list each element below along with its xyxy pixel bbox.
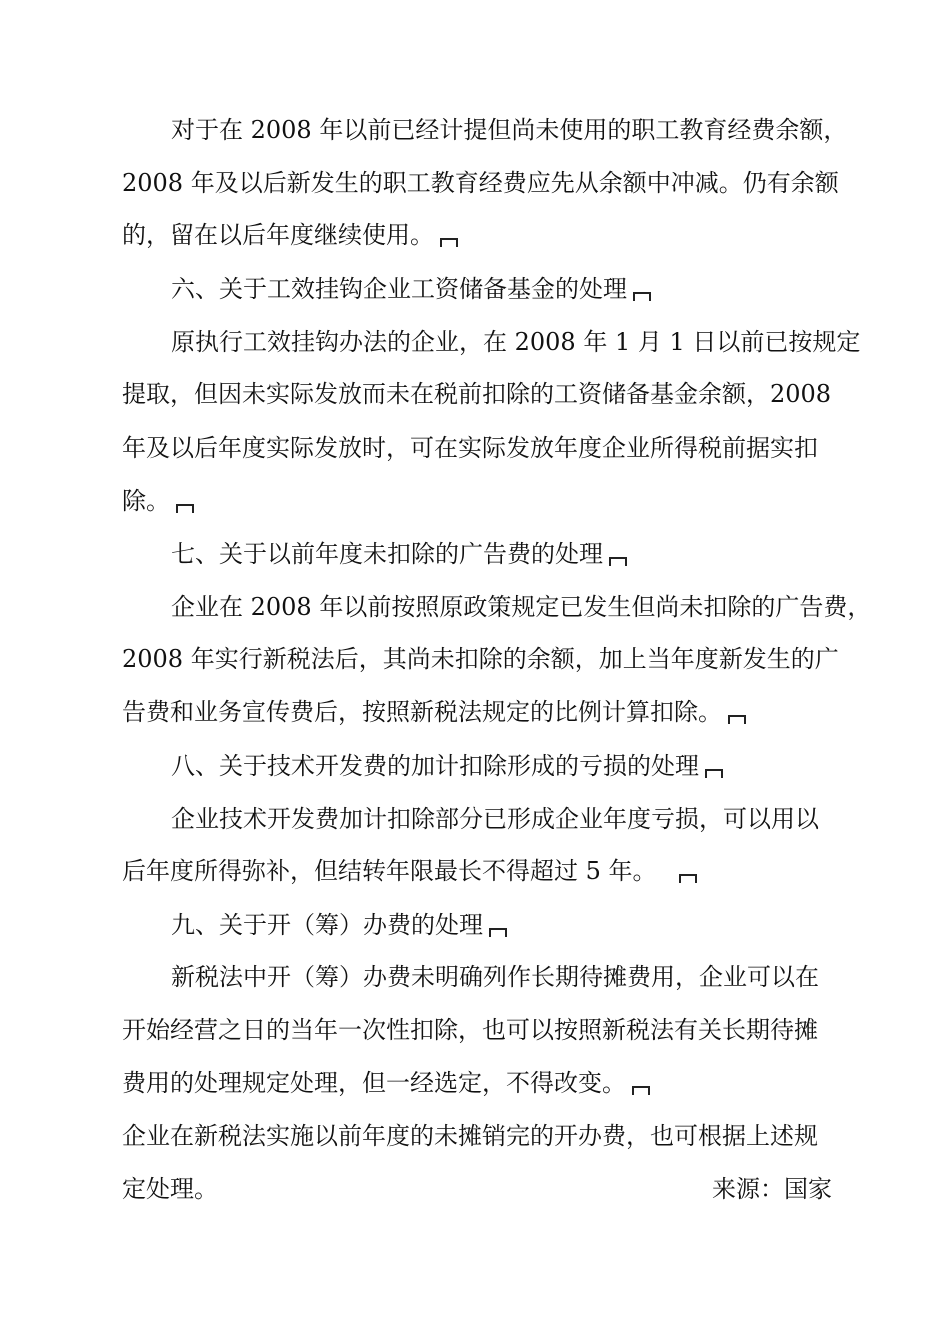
- paragraph-line: 新税法中开（筹）办费未明确列作长期待摊费用，企业可以在: [171, 963, 819, 991]
- paragraph-line: 定处理。: [122, 1175, 218, 1203]
- paragraph-line: 提取，但因未实际发放而未在税前扣除的工资储备基金余额，2008: [122, 380, 832, 408]
- paragraph-line: 2008 年实行新税法后，其尚未扣除的余额，加上当年度新发生的广: [122, 645, 839, 673]
- section-heading: 七、关于以前年度未扣除的广告费的处理: [171, 538, 627, 570]
- section-heading: 九、关于开（筹）办费的处理: [171, 909, 507, 941]
- paragraph-line: 企业在 2008 年以前按照原政策规定已发生但尚未扣除的广告费，: [171, 593, 872, 621]
- paragraph-line: 企业在新税法实施以前年度的未摊销完的开办费，也可根据上述规: [122, 1122, 818, 1150]
- paragraph-mark-icon: [440, 238, 458, 247]
- paragraph-line: 2008 年及以后新发生的职工教育经费应先从余额中冲减。仍有余额: [122, 169, 839, 197]
- paragraph-mark-icon: [705, 769, 723, 778]
- source-attribution: 来源：国家: [712, 1175, 832, 1203]
- paragraph-line: 费用的处理规定处理，但一经选定，不得改变。: [122, 1067, 650, 1099]
- paragraph-line: 告费和业务宣传费后，按照新税法规定的比例计算扣除。: [122, 696, 746, 728]
- paragraph-mark-icon: [679, 874, 697, 883]
- paragraph-line: 原执行工效挂钩办法的企业，在 2008 年 1 月 1 日以前已按规定: [171, 328, 861, 356]
- paragraph-mark-icon: [176, 504, 194, 513]
- paragraph-line: 年及以后年度实际发放时，可在实际发放年度企业所得税前据实扣: [122, 434, 818, 462]
- paragraph-line: 开始经营之日的当年一次性扣除，也可以按照新税法有关长期待摊: [122, 1016, 818, 1044]
- paragraph-mark-icon: [633, 292, 651, 301]
- section-heading: 八、关于技术开发费的加计扣除形成的亏损的处理: [171, 750, 723, 782]
- paragraph-line: 对于在 2008 年以前已经计提但尚未使用的职工教育经费余额，: [171, 116, 848, 144]
- paragraph-line: 除。: [122, 485, 194, 517]
- paragraph-mark-icon: [489, 928, 507, 937]
- paragraph-mark-icon: [632, 1086, 650, 1095]
- section-heading: 六、关于工效挂钩企业工资储备基金的处理: [171, 273, 651, 305]
- paragraph-mark-icon: [728, 715, 746, 724]
- paragraph-mark-icon: [609, 557, 627, 566]
- paragraph-line: 后年度所得弥补，但结转年限最长不得超过 5 年。: [122, 855, 697, 887]
- paragraph-line: 企业技术开发费加计扣除部分已形成企业年度亏损，可以用以: [171, 805, 819, 833]
- paragraph-line: 的，留在以后年度继续使用。: [122, 219, 458, 251]
